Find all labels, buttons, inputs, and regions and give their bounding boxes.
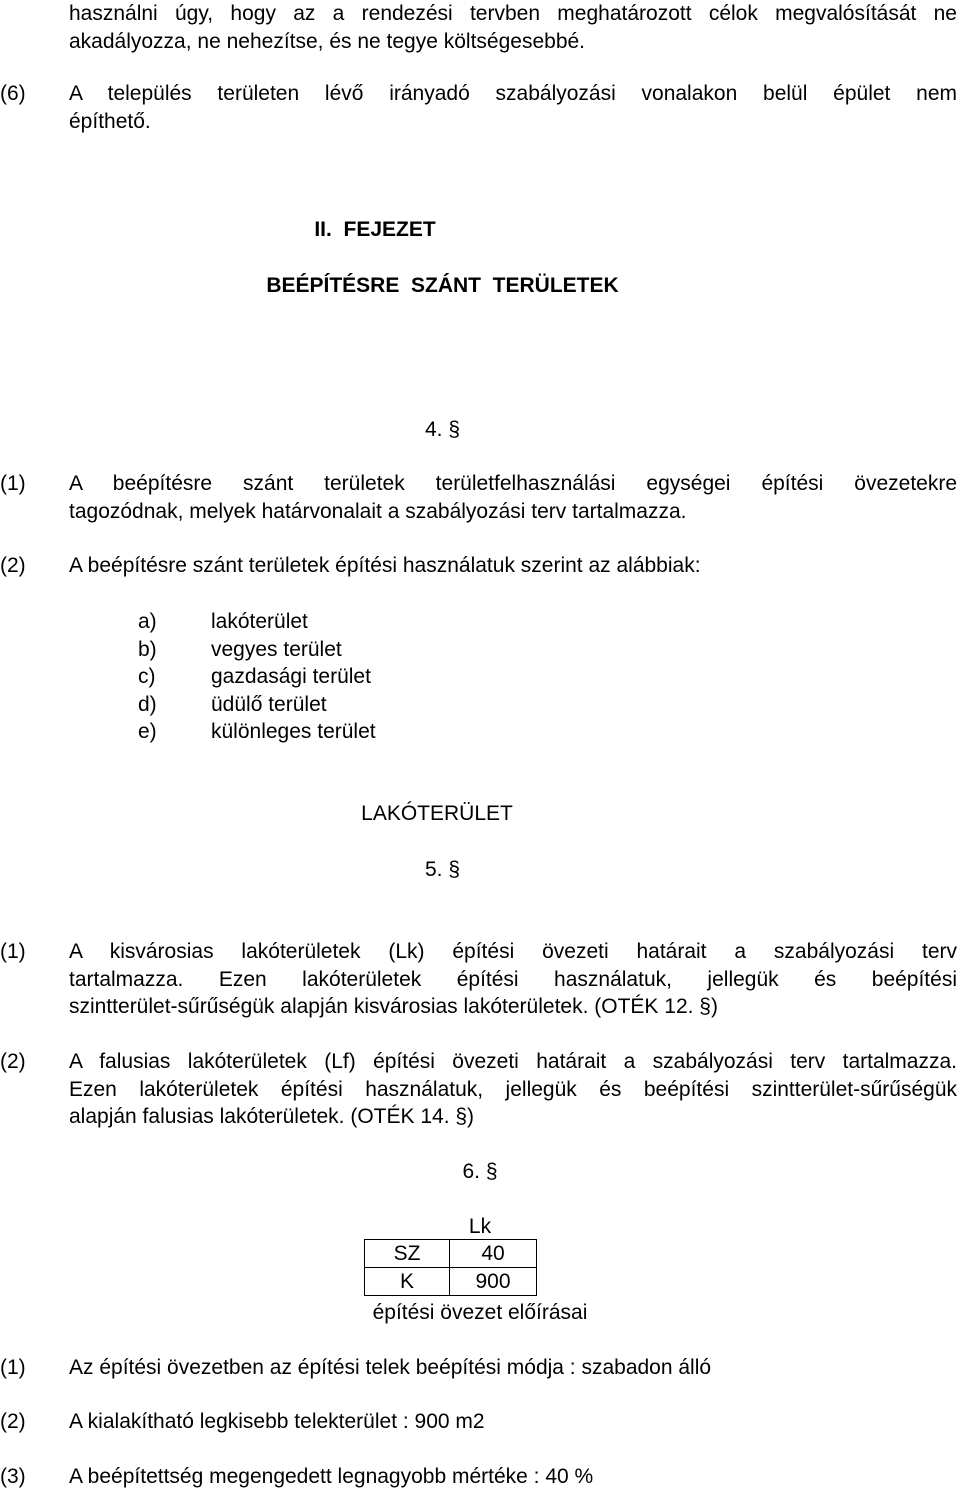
paragraph-6 [0,80,960,136]
section-4-p1-line-2: tagozódnak, melyek határvonalait a szabályozási terv tartalmazza. [69,499,687,523]
table-cell-value: 40 [450,1240,537,1268]
intro-line-1: használni úgy, hogy az a rendezési tervben meghatározott célok megvalósítását ne [69,2,957,25]
table-caption: építési övezet előírásai [372,1301,588,1324]
paragraph-number: (2) [0,1050,26,1073]
chapter-number: II. FEJEZET [314,218,436,241]
section-6-heading: 6. § [462,1160,498,1183]
paragraph-number: (2) [0,1410,26,1433]
section-5-p1-line-2: tartalmazza. Ezen lakóterületek építési használatuk, jellegük és beépítési [69,967,957,991]
section-5-p2-line-3: alapján falusias lakóterületek. (OTÉK 14. §) [69,1105,475,1128]
intro-line-2: akadályozza, ne nehezítse, és ne tegye költségesebbé. [69,29,586,53]
section-4-p1-line-1: A beépítésre szánt területek területfelhasználási egységei építési övezetekre [69,472,957,495]
list-item-letter: b) [138,637,157,661]
paragraph-number: (1) [0,472,26,495]
section-5-paragraph-2 [0,1048,960,1132]
lakoterulet-heading: LAKÓTERÜLET [361,802,513,825]
table-row [365,1268,537,1296]
section-4-paragraph-1 [0,470,960,526]
table-row [365,1240,537,1268]
paragraph-6-line-2: építhető. [69,109,151,133]
table-cell-key: K [365,1268,450,1296]
section-4-p2-text: A beépítésre szánt területek építési használatuk szerint az alábbiak: [69,554,701,577]
table-cell-key: SZ [365,1240,450,1268]
list-item-text: üdülő terület [211,692,327,716]
section-5-p1-line-1: A kisvárosias lakóterületek (Lk) építési övezeti határait a szabályozási terv [69,940,957,963]
section-6-rule [0,1463,960,1491]
section-4-heading: 4. § [424,418,461,441]
list-item-letter: a) [138,610,157,633]
paragraph-6-line-1: A település területen lévő irányadó szabályozási vonalakon belül épület nem [69,82,957,105]
zone-code: Lk [468,1215,492,1238]
section-6-rule-text: A beépítettség megengedett legnagyobb mértéke : 40 % [69,1465,594,1488]
intro-paragraph [69,0,957,55]
section-5-p2-line-2: Ezen lakóterületek építési használatuk, jellegük és beépítési szintterület-sűrűségük [69,1077,957,1101]
list-item-text: különleges terület [211,720,376,743]
paragraph-number: (1) [0,940,26,963]
list-item-letter: e) [138,720,157,743]
section-6-rule [0,1354,960,1382]
list-item-text: lakóterület [211,610,308,633]
zone-parameters-table [364,1239,537,1296]
section-6-rule-text: Az építési övezetben az építési telek beépítési módja : szabadon álló [69,1356,712,1379]
chapter-title: BEÉPÍTÉSRE SZÁNT TERÜLETEK [266,274,619,297]
paragraph-number: (3) [0,1465,26,1488]
list-item-text: vegyes terület [211,637,342,661]
list-item-text: gazdasági terület [211,665,371,688]
section-5-heading: 5. § [424,858,461,881]
table-cell-value: 900 [450,1268,537,1296]
list-item-letter: d) [138,692,157,716]
paragraph-number: (2) [0,554,26,577]
paragraph-number: (6) [0,82,26,105]
section-6-rule [0,1408,960,1436]
section-5-paragraph-1 [0,938,960,1022]
section-6-rule-text: A kialakítható legkisebb telekterület : 900 m2 [69,1410,485,1433]
section-5-p1-line-3: szintterület-sűrűségük alapján kisvárosias lakóterületek. (OTÉK 12. §) [69,995,718,1018]
paragraph-number: (1) [0,1356,26,1379]
section-4-paragraph-2 [0,552,960,580]
section-5-p2-line-1: A falusias lakóterületek (Lf) építési övezeti határait a szabályozási terv tartalmazza. [69,1050,957,1073]
list-item-letter: c) [138,665,156,688]
